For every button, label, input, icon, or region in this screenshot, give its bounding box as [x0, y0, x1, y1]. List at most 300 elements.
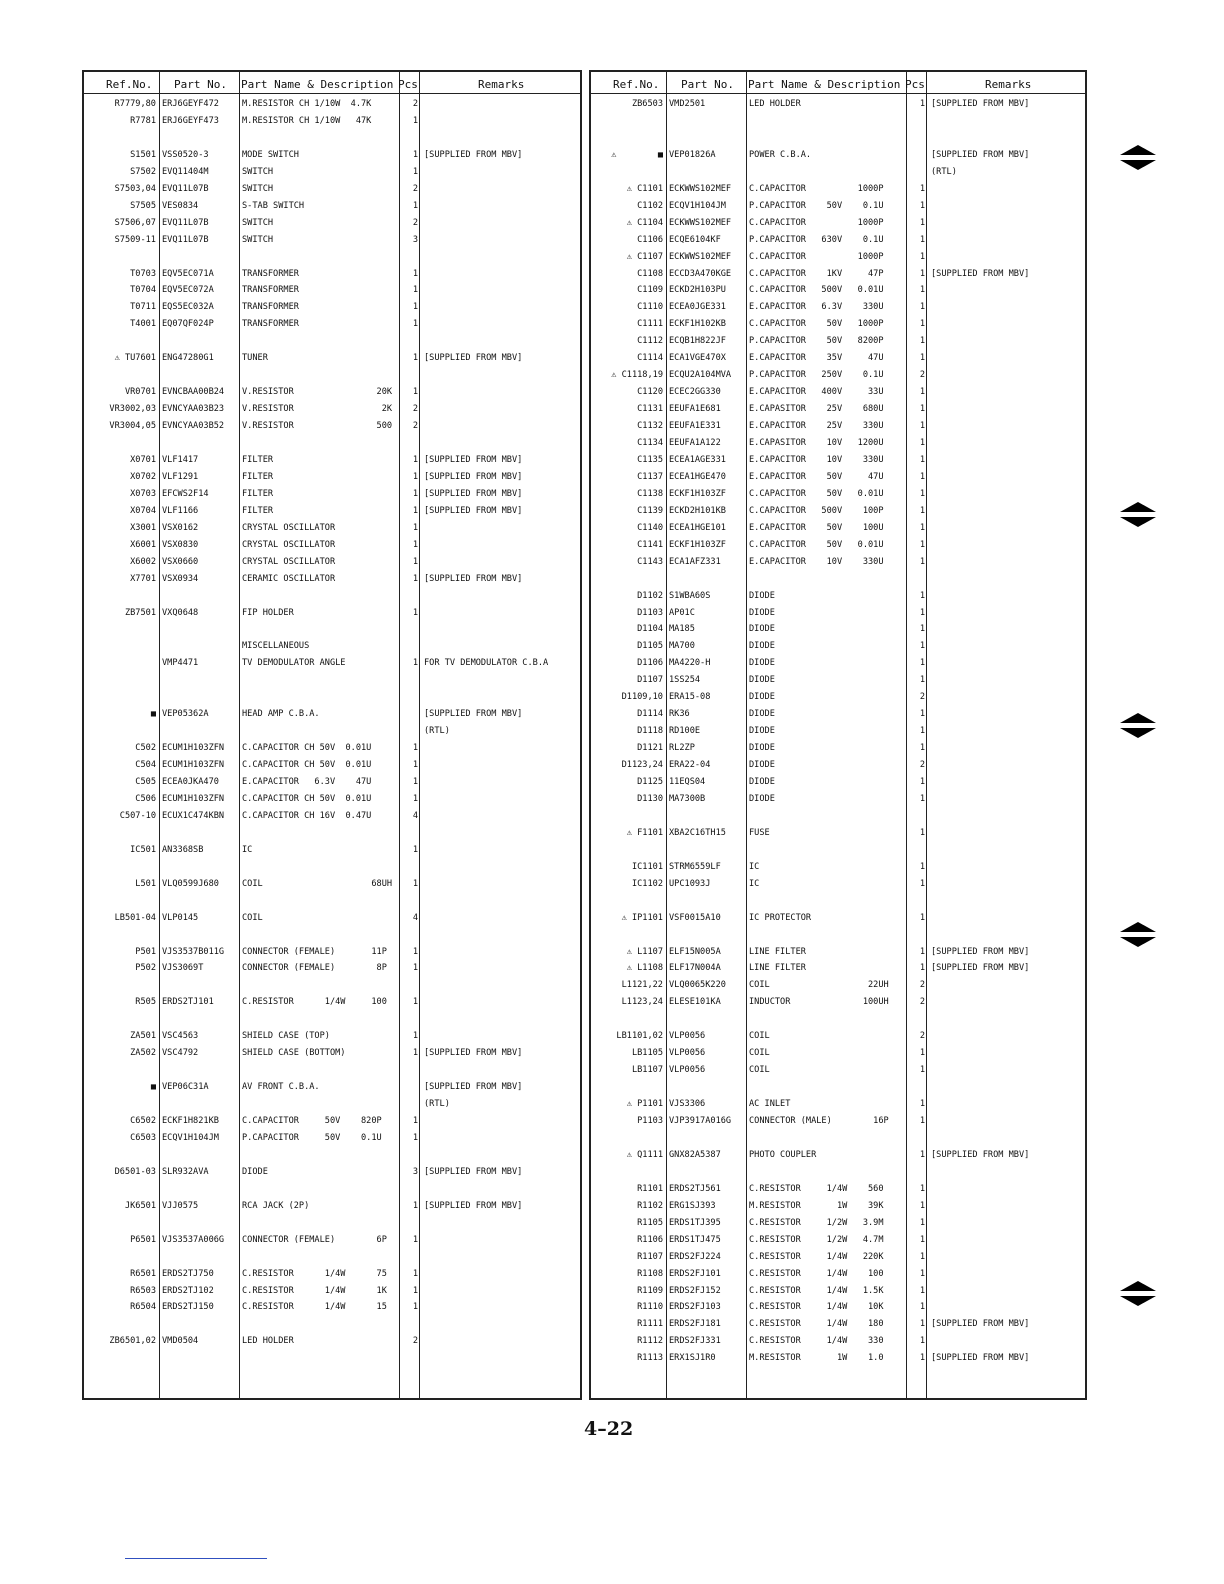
cell-part: ECKD2H103PU [669, 285, 726, 296]
parts-table-right [589, 70, 1087, 1400]
cell-part: ECKWWS102MEF [669, 183, 732, 194]
cell-part: VJS3069T [162, 963, 204, 974]
cell-part: ECKD2H101KB [669, 505, 726, 516]
cell-part: STRM6559LF [669, 861, 721, 872]
cell-part: ERA22-04 [669, 760, 711, 771]
cell-ref: X0704 [130, 505, 156, 516]
cell-part: ECQE6104KF [669, 234, 721, 245]
cell-pcs: 1 [412, 539, 418, 550]
table-row [84, 266, 580, 283]
cell-ref: IC1102 [631, 878, 663, 889]
cell-part: ERDS2FJ103 [669, 1302, 721, 1313]
cell-rem: [SUPPLIED FROM MBV] [931, 1319, 1030, 1330]
cell-part: ECUM1H103ZFN [162, 743, 225, 754]
cell-part: 1SS254 [669, 675, 701, 686]
table-row [591, 1113, 1085, 1130]
table-row [591, 316, 1085, 333]
table-row [591, 689, 1085, 706]
registration-mark-icon [1118, 145, 1158, 170]
cell-part: VJP3917A016G [669, 1116, 732, 1126]
cell-part: RK36 [669, 709, 690, 720]
cell-ref: VR0701 [124, 387, 156, 398]
table-row [591, 1215, 1085, 1232]
table-row [591, 554, 1085, 571]
table-row [84, 605, 580, 622]
cell-part: ERJ6GEYF472 [162, 99, 219, 109]
parts-table-left [82, 70, 582, 1400]
cell-part: VJS3306 [669, 1099, 706, 1110]
cell-part: EVQ11L07B [162, 234, 209, 245]
table-row [84, 1299, 580, 1316]
cell-ref: C1108 [637, 268, 663, 279]
cell-ref: S1501 [130, 149, 156, 160]
cell-pcs: 1 [919, 743, 925, 754]
cell-name: C.RESISTOR 1/4W 220K [749, 1251, 884, 1262]
cell-pcs: 1 [919, 1353, 925, 1364]
cell-pcs: 1 [919, 624, 925, 635]
cell-part: GNX82A5387 [669, 1149, 721, 1160]
table-row [591, 452, 1085, 469]
cell-part: UPC1093J [669, 878, 711, 889]
table-row [591, 977, 1085, 994]
table-row [84, 520, 580, 537]
table-row [84, 791, 580, 808]
table-row [84, 384, 580, 401]
cell-ref: R1106 [637, 1234, 663, 1245]
cell-part: ECKF1H821KB [162, 1116, 219, 1126]
table-row [591, 198, 1085, 215]
table-row [84, 164, 580, 181]
registration-mark-icon [1118, 502, 1158, 527]
cell-name: C.CAPACITOR 1000P [749, 217, 884, 228]
cell-ref: D1104 [637, 624, 663, 635]
cell-rem: [SUPPLIED FROM MBV] [424, 1082, 523, 1093]
cell-part: EVQ11L07B [162, 183, 209, 194]
cell-part: ECQV1H104JM [669, 200, 726, 211]
cell-pcs: 1 [412, 471, 418, 482]
table-row [591, 791, 1085, 808]
table-row [591, 1045, 1085, 1062]
cell-pcs: 1 [919, 675, 925, 686]
table-row [591, 1266, 1085, 1283]
table-row [591, 994, 1085, 1011]
cell-part: EEUFA1E331 [669, 421, 721, 432]
cell-pcs: 1 [412, 166, 418, 177]
cell-name: C.CAPACITOR 500V 100P [749, 505, 884, 516]
cell-pcs: 1 [412, 1234, 418, 1245]
cell-ref: ⚠ C1104 [626, 217, 663, 228]
cell-pcs: 1 [919, 353, 925, 364]
table-row [591, 1333, 1085, 1350]
cell-pcs: 1 [919, 539, 925, 550]
cell-ref: C1111 [637, 319, 663, 330]
table-row [84, 740, 580, 757]
cell-pcs: 1 [412, 1031, 418, 1042]
cell-ref: T0703 [130, 268, 156, 279]
cell-name: DIODE [749, 675, 775, 686]
table-row [591, 435, 1085, 452]
table-row [84, 198, 580, 215]
cell-name: IC [749, 861, 760, 872]
cell-ref: R1101 [637, 1183, 663, 1194]
cell-ref: C1141 [637, 539, 663, 550]
cell-name: AC INLET [749, 1099, 791, 1110]
cell-pcs: 1 [919, 658, 925, 669]
table-row [591, 299, 1085, 316]
cell-ref: C504 [135, 760, 156, 771]
cell-name: POWER C.B.A. [749, 149, 812, 160]
cell-ref: C505 [135, 777, 156, 787]
table-row [591, 147, 1085, 164]
cell-pcs: 1 [919, 1183, 925, 1194]
table-row [84, 1198, 580, 1215]
cell-part: ELF15N005A [669, 946, 721, 957]
cell-ref: X0701 [130, 454, 156, 465]
cell-part: MA4220-H [669, 658, 711, 669]
cell-rem: [SUPPLIED FROM MBV] [424, 353, 523, 364]
cell-pcs: 2 [412, 404, 418, 415]
cell-part: ECA1AFZ331 [669, 556, 721, 567]
table-row [591, 367, 1085, 384]
cell-name: E.CAPACITOR 50V 100U [749, 522, 884, 533]
cell-name: COIL [749, 1065, 770, 1076]
cell-name: C.RESISTOR 1/2W 3.9M [749, 1217, 884, 1228]
cell-name: TRANSFORMER [242, 285, 299, 296]
cell-part: ERDS2FJ152 [669, 1285, 721, 1296]
cell-rem: (RTL) [931, 166, 957, 177]
cell-part: ECEA0JGE331 [669, 302, 726, 313]
table-row [84, 147, 580, 164]
cell-name: IC PROTECTOR [749, 912, 812, 923]
cell-ref: L1123,24 [621, 997, 663, 1008]
cell-ref: C6503 [130, 1132, 156, 1143]
cell-pcs: 1 [412, 658, 418, 669]
cell-name: C.CAPACITOR 50V 0.01U [749, 539, 884, 550]
cell-part: EEUFA1E681 [669, 404, 721, 415]
cell-ref: ⚠ Q1111 [626, 1149, 663, 1160]
cell-ref: LB501-04 [114, 912, 156, 923]
cell-name: E.CAPACITOR 10V 330U [749, 454, 884, 465]
cell-pcs: 1 [412, 997, 418, 1008]
cell-part: ECUM1H103ZFN [162, 760, 225, 771]
cell-ref: ⚠ TU7601 [114, 353, 156, 364]
cell-name: CONNECTOR (FEMALE) 8P [242, 963, 387, 974]
table-row [84, 181, 580, 198]
cell-part: EEUFA1A122 [669, 438, 721, 448]
cell-ref: P502 [135, 963, 156, 974]
cell-rem: [SUPPLIED FROM MBV] [424, 1200, 523, 1211]
table-row [591, 350, 1085, 367]
cell-rem: [SUPPLIED FROM MBV] [424, 1048, 523, 1059]
cell-pcs: 1 [919, 251, 925, 262]
cell-part: EQV5EC071A [162, 268, 214, 279]
cell-part: ECKF1H103ZF [669, 488, 726, 499]
part-no-header: Part No. [174, 78, 227, 91]
cell-pcs: 1 [412, 1048, 418, 1059]
cell-name: RCA JACK (2P) [242, 1200, 310, 1211]
cell-pcs: 1 [919, 454, 925, 465]
table-row [591, 621, 1085, 638]
cell-name: P.CAPACITOR 50V 0.1U [749, 200, 884, 211]
cell-ref: T0704 [130, 285, 156, 296]
cell-name: E.CAPACITOR 35V 47U [749, 353, 884, 364]
cell-part: ERG1SJ393 [669, 1200, 716, 1211]
table-row [591, 672, 1085, 689]
cell-name: C.CAPACITOR CH 16V 0.47U [242, 810, 372, 821]
cell-ref: LB1107 [631, 1065, 663, 1076]
table-row [591, 1028, 1085, 1045]
cell-name: CRYSTAL OSCILLATOR [242, 556, 336, 567]
cell-part: VLP0056 [669, 1065, 706, 1076]
table-row [84, 215, 580, 232]
cell-ref: IC1101 [631, 861, 663, 872]
cell-name: C.CAPACITOR 50V 1000P [749, 319, 884, 330]
cell-name: V.RESISTOR 500 [242, 421, 393, 432]
cell-pcs: 1 [919, 590, 925, 601]
cell-part: EVNCBAA00B24 [162, 387, 225, 398]
cell-part: ECQB1H822JF [669, 336, 726, 347]
cell-name: DIODE [749, 624, 775, 635]
cell-pcs: 1 [919, 471, 925, 482]
cell-ref: VR3002,03 [109, 404, 156, 415]
cell-pcs: 1 [412, 743, 418, 754]
cell-name: DIODE [749, 793, 775, 804]
cell-ref: C1114 [637, 353, 663, 364]
cell-part: ECQU2A104MVA [669, 370, 732, 381]
table-row [84, 1045, 580, 1062]
cell-part: MA185 [669, 624, 695, 635]
header-rule [591, 93, 1085, 94]
cell-pcs: 2 [412, 1336, 418, 1347]
cell-pcs: 4 [412, 912, 418, 923]
part-name-header: Part Name & Description [241, 78, 394, 91]
cell-ref: LB1105 [631, 1048, 663, 1059]
cell-ref: X3001 [130, 522, 156, 533]
cell-pcs: 1 [412, 844, 418, 855]
cell-rem: [SUPPLIED FROM MBV] [931, 99, 1030, 109]
cell-ref: C1112 [637, 336, 663, 347]
cell-name: C.RESISTOR 1/4W 15 [242, 1302, 387, 1313]
cell-ref: ⚠ F1101 [626, 827, 663, 838]
cell-ref: ⚠ C1107 [626, 251, 663, 262]
cell-pcs: 1 [412, 353, 418, 364]
table-row [591, 1198, 1085, 1215]
cell-name: C.RESISTOR 1/4W 75 [242, 1268, 387, 1279]
cell-part: MA700 [669, 641, 695, 652]
cell-part: ECCD3A470KGE [669, 268, 732, 279]
cell-rem: [SUPPLIED FROM MBV] [424, 505, 523, 516]
cell-ref: R1110 [637, 1302, 663, 1313]
cell-name: CONNECTOR (FEMALE) 6P [242, 1234, 387, 1245]
cell-ref: R6503 [130, 1285, 156, 1296]
registration-mark-icon [1118, 922, 1158, 947]
cell-part: VLP0145 [162, 912, 199, 923]
cell-part: ECEA1HGE470 [669, 471, 726, 482]
cell-part: ERDS1TJ395 [669, 1217, 721, 1228]
table-row [591, 638, 1085, 655]
table-row [84, 655, 580, 672]
cell-part: XBA2C16TH15 [669, 827, 726, 838]
cell-ref: D1102 [637, 590, 663, 601]
cell-name: DIODE [749, 607, 775, 618]
cell-pcs: 1 [919, 1336, 925, 1347]
ref-no-header: Ref.No. [613, 78, 660, 91]
table-row [84, 808, 580, 825]
cell-pcs: 2 [919, 760, 925, 771]
cell-ref: P6501 [130, 1234, 156, 1245]
table-row [591, 384, 1085, 401]
table-row [84, 960, 580, 977]
cell-pcs: 1 [919, 522, 925, 533]
cell-part: VLP0056 [669, 1031, 706, 1042]
cell-ref: C506 [135, 793, 156, 804]
cell-name: SHIELD CASE (TOP) [242, 1031, 330, 1042]
table-row [591, 503, 1085, 520]
cell-name: TUNER [242, 353, 268, 364]
cell-part: VES0834 [162, 200, 199, 211]
cell-part: VEP01826A [669, 149, 716, 160]
cell-part: ECKWWS102MEF [669, 251, 732, 262]
cell-name: FUSE [749, 827, 770, 838]
cell-name: CRYSTAL OSCILLATOR [242, 522, 336, 533]
cell-pcs: 1 [919, 1234, 925, 1245]
cell-part: VJJ0575 [162, 1200, 199, 1211]
table-row [84, 842, 580, 859]
table-row [84, 1028, 580, 1045]
cell-pcs: 2 [412, 183, 418, 194]
cell-name: E.CAPACITOR 10V 330U [749, 556, 884, 567]
cell-ref: C1132 [637, 421, 663, 432]
cell-pcs: 1 [412, 1132, 418, 1143]
table-row [591, 1316, 1085, 1333]
cell-name: P.CAPACITOR 630V 0.1U [749, 234, 884, 245]
cell-pcs: 1 [412, 1285, 418, 1296]
cell-part: EVNCYAA03B23 [162, 404, 225, 415]
cell-part: ERDS2TJ102 [162, 1285, 214, 1296]
cell-ref: C6502 [130, 1116, 156, 1126]
cell-pcs: 1 [919, 1099, 925, 1110]
cell-pcs: 1 [412, 963, 418, 974]
cell-ref: ⚠ P1101 [626, 1099, 663, 1110]
cell-name: COIL [749, 1048, 770, 1059]
cell-pcs: 1 [919, 861, 925, 872]
cell-rem: [SUPPLIED FROM MBV] [424, 1166, 523, 1177]
cell-name: COIL 22UH [749, 980, 889, 991]
cell-rem: [SUPPLIED FROM MBV] [931, 149, 1030, 160]
cell-name: DIODE [749, 658, 775, 669]
table-row [591, 266, 1085, 283]
cell-name: P.CAPACITOR 50V 8200P [749, 336, 884, 347]
cell-ref: C1102 [637, 200, 663, 211]
table-row [84, 452, 580, 469]
cell-name: E.CAPACITOR 6.3V 330U [749, 302, 884, 313]
cell-part: VSS0520-3 [162, 149, 209, 160]
cell-name: CONNECTOR (FEMALE) 11P [242, 946, 387, 957]
cell-rem: [SUPPLIED FROM MBV] [424, 709, 523, 720]
cell-rem: [SUPPLIED FROM MBV] [931, 946, 1030, 957]
cell-part: VSX0934 [162, 573, 199, 584]
cell-part: VSC4792 [162, 1048, 199, 1059]
cell-part: VMD0504 [162, 1336, 199, 1347]
table-row [591, 1096, 1085, 1113]
cell-name: SWITCH [242, 217, 274, 228]
cell-pcs: 1 [412, 387, 418, 398]
cell-pcs: 1 [412, 1116, 418, 1126]
cell-rem: [SUPPLIED FROM MBV] [424, 488, 523, 499]
cell-name: P.CAPACITOR 50V 0.1U [242, 1132, 382, 1143]
cell-part: EVQ11L07B [162, 217, 209, 228]
table-row [591, 1232, 1085, 1249]
cell-ref: S7505 [130, 200, 156, 211]
cell-pcs: 1 [919, 1302, 925, 1313]
table-row [84, 350, 580, 367]
cell-ref: ZA502 [130, 1048, 156, 1059]
cell-part: ERDS2FJ101 [669, 1268, 721, 1279]
cell-pcs: 1 [412, 556, 418, 567]
cell-ref: C502 [135, 743, 156, 754]
remarks-header: Remarks [478, 78, 525, 91]
cell-pcs: 1 [919, 556, 925, 567]
cell-name: DIODE [749, 760, 775, 771]
cell-name: INDUCTOR 100UH [749, 997, 889, 1008]
cell-pcs: 1 [919, 319, 925, 330]
cell-rem: (RTL) [424, 726, 450, 737]
cell-pcs: 1 [412, 777, 418, 787]
cell-name: AV FRONT C.B.A. [242, 1082, 320, 1093]
cell-part: VXQ0648 [162, 607, 199, 618]
table-row [591, 944, 1085, 961]
cell-pcs: 1 [919, 827, 925, 838]
cell-name: FILTER [242, 471, 274, 482]
cell-pcs: 1 [919, 607, 925, 618]
cell-ref: R1111 [637, 1319, 663, 1330]
cell-pcs: 1 [412, 522, 418, 533]
table-row [591, 164, 1085, 181]
cell-ref: R1112 [637, 1336, 663, 1347]
cell-part: EQ07QF024P [162, 319, 214, 330]
cell-rem: [SUPPLIED FROM MBV] [424, 149, 523, 160]
cell-part: ERDS2TJ150 [162, 1302, 214, 1313]
cell-name: COIL [242, 912, 263, 923]
cell-part: ERDS2FJ224 [669, 1251, 721, 1262]
table-row [84, 1232, 580, 1249]
table-row [84, 1164, 580, 1181]
table-row [591, 96, 1085, 113]
table-row [84, 1096, 580, 1113]
cell-name: C.RESISTOR 1/4W 330 [749, 1336, 884, 1347]
cell-name: M.RESISTOR CH 1/10W 4.7K [242, 99, 372, 109]
table-row [84, 723, 580, 740]
cell-pcs: 2 [919, 997, 925, 1008]
cell-ref: C1138 [637, 488, 663, 499]
cell-ref: L1121,22 [621, 980, 663, 991]
cell-pcs: 1 [919, 1251, 925, 1262]
cell-part: EFCWS2F14 [162, 488, 209, 499]
cell-rem: [SUPPLIED FROM MBV] [424, 471, 523, 482]
cell-name: IC [749, 878, 760, 889]
cell-ref: S7509-11 [114, 234, 156, 245]
cell-pcs: 1 [412, 793, 418, 804]
table-row [591, 757, 1085, 774]
cell-pcs: 2 [919, 980, 925, 991]
cell-part: VJS3537A006G [162, 1234, 225, 1245]
cell-ref: R7781 [130, 115, 156, 126]
cell-name: COIL 68UH [242, 878, 393, 889]
cell-ref: D1125 [637, 777, 663, 787]
cell-name: CONNECTOR (MALE) 16P [749, 1116, 889, 1126]
cell-ref: R1113 [637, 1353, 663, 1364]
cell-name: E.CAPACITOR 25V 330U [749, 421, 884, 432]
